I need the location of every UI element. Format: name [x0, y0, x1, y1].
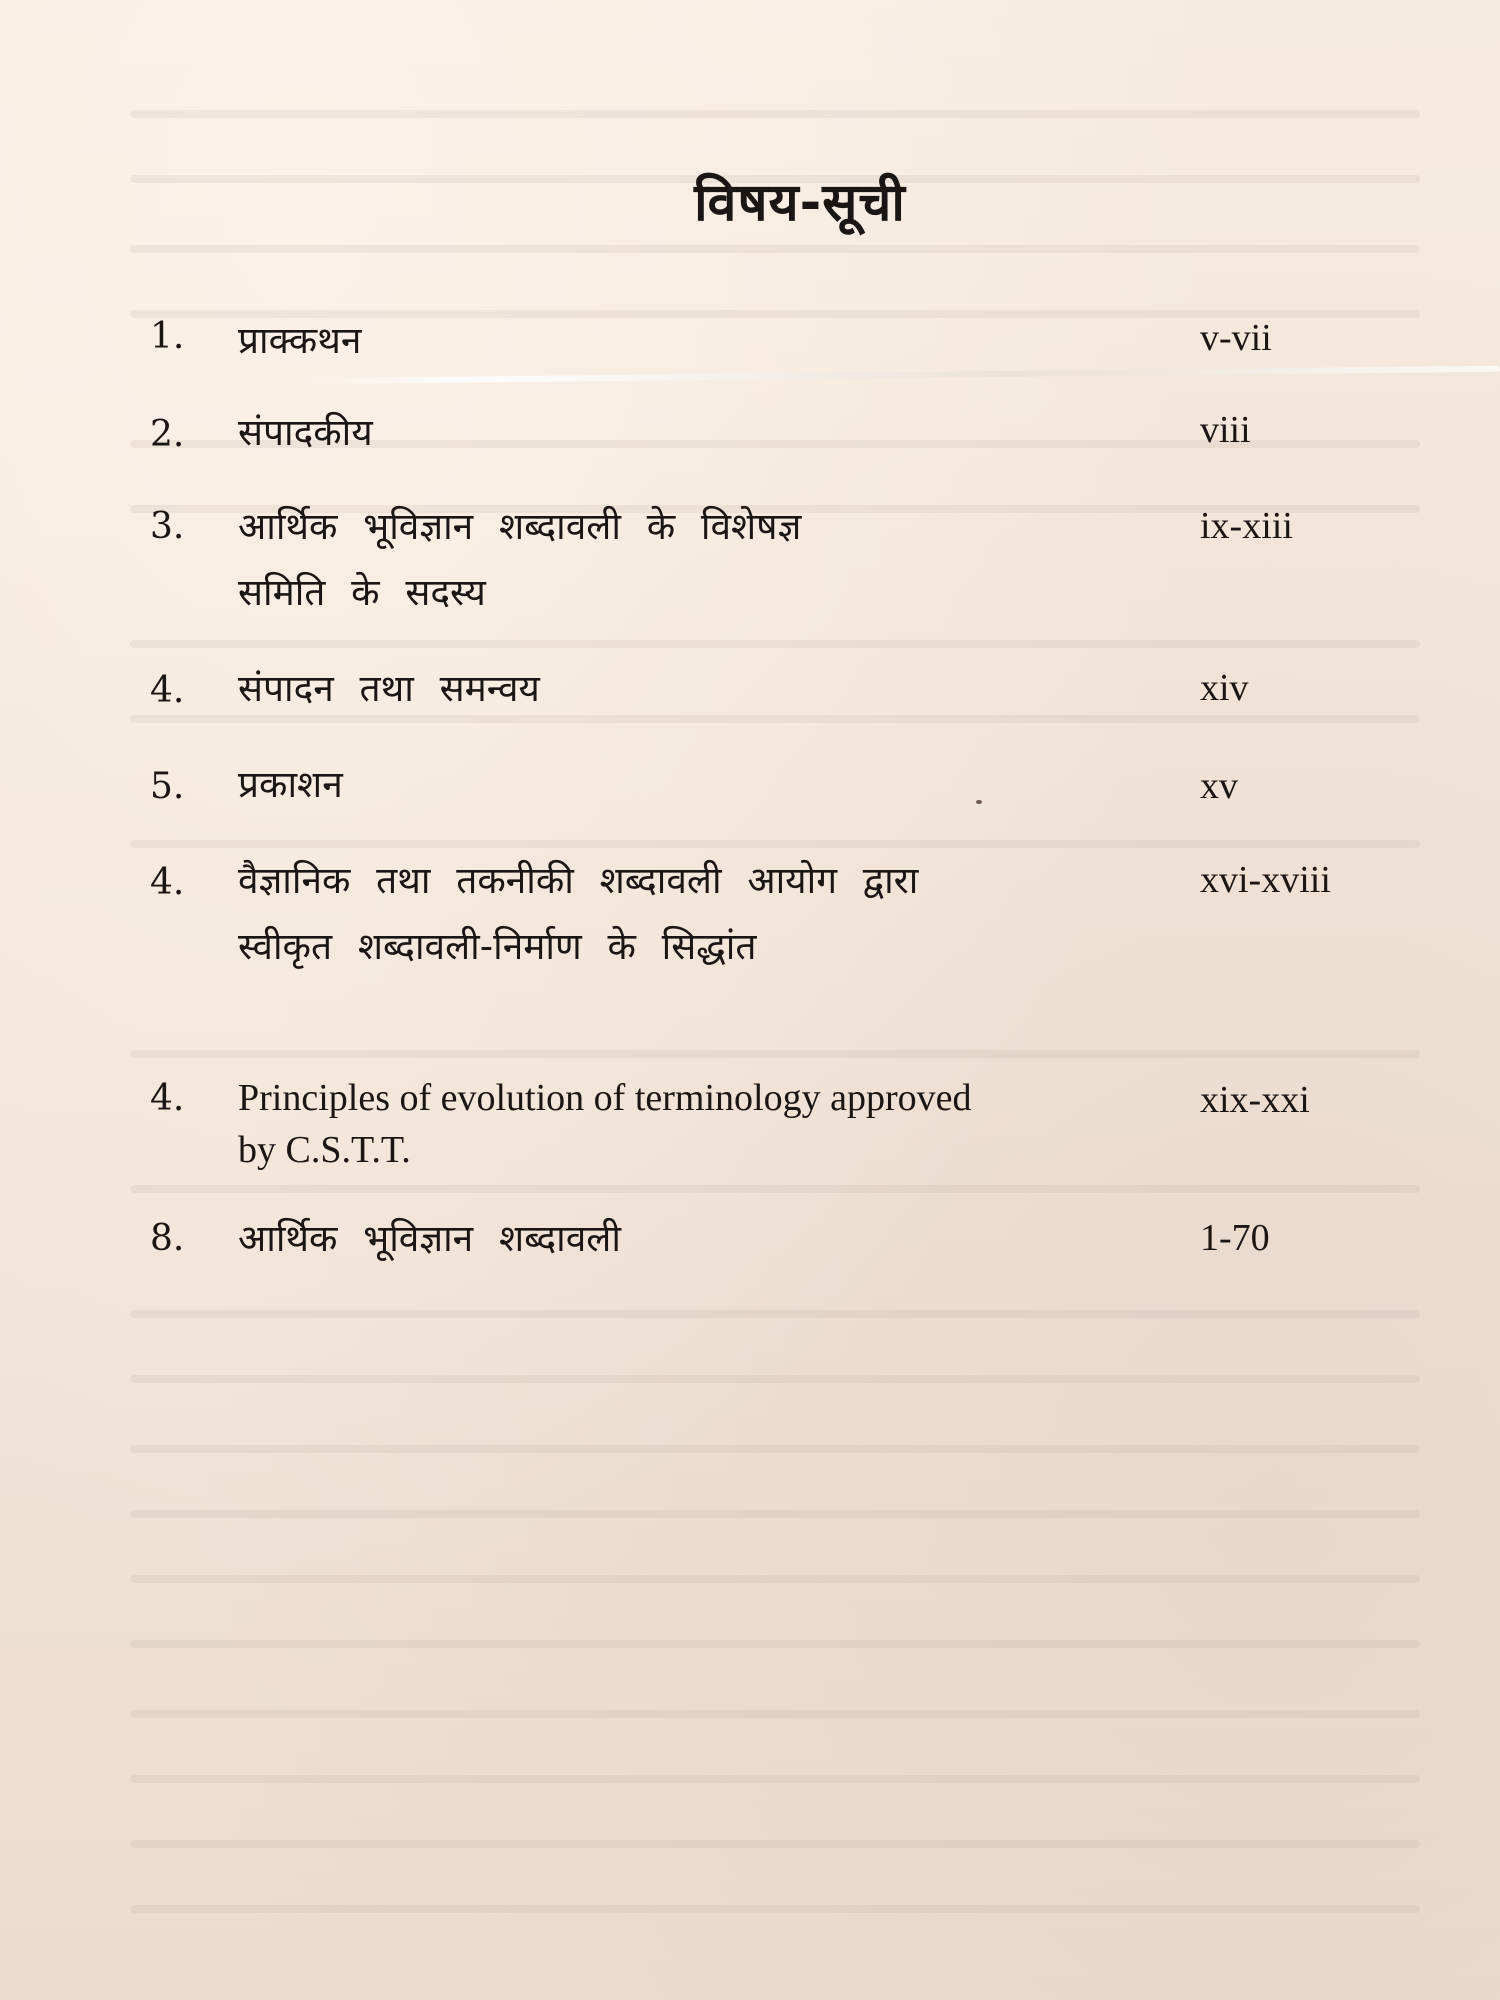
toc-entry-title: प्राक्कथन — [238, 319, 362, 362]
page-title: विषय-सूची — [694, 173, 906, 233]
toc-entry-pages: xvi-xviii — [1200, 859, 1331, 901]
toc-entry-number: 3. — [150, 506, 185, 547]
bleed-through-line — [130, 1050, 1420, 1058]
toc-entry-pages: ix-xiii — [1200, 505, 1293, 547]
bleed-through-line — [130, 1185, 1420, 1193]
toc-entry-title: संपादन तथा समन्वय — [238, 667, 540, 710]
toc-entry-title: आर्थिक भूविज्ञान शब्दावली — [238, 1217, 621, 1260]
toc-entry-title: प्रकाशन — [238, 763, 343, 806]
bleed-through-line — [130, 1445, 1420, 1453]
toc-entry-number: 2. — [150, 414, 185, 455]
bleed-through-line — [130, 840, 1420, 848]
bleed-through-line — [130, 1510, 1420, 1518]
bleed-through-line — [130, 640, 1420, 648]
toc-entry-title: Principles of evolution of terminology approved by C.S.T.T. — [238, 1077, 972, 1171]
toc-entry-pages: viii — [1200, 409, 1251, 451]
toc-entry-title: वैज्ञानिक तथा तकनीकी शब्दावली आयोग द्वारा स्वीकृत शब्दावली-निर्माण के सिद्धांत — [238, 859, 919, 968]
bleed-through-line — [130, 1775, 1420, 1783]
bleed-through-line — [130, 1840, 1420, 1848]
toc-entry-number: 5. — [150, 766, 185, 807]
bleed-through-line — [130, 1310, 1420, 1318]
toc-entry-number: 8. — [150, 1218, 185, 1259]
bleed-through-line — [130, 1575, 1420, 1583]
bleed-through-line — [130, 110, 1420, 118]
toc-entry-pages: 1-70 — [1200, 1217, 1270, 1259]
bleed-through-line — [130, 1905, 1420, 1913]
toc-entry-number: 1. — [150, 316, 185, 357]
toc-entry-pages: xv — [1200, 765, 1238, 807]
toc-entry-pages: xiv — [1200, 667, 1249, 709]
toc-entry-number: 4. — [150, 862, 185, 903]
toc-entry-pages: v-vii — [1200, 317, 1272, 359]
bleed-through-line — [130, 1375, 1420, 1383]
toc-entry-number: 4. — [150, 670, 185, 711]
bleed-through-line — [130, 1640, 1420, 1648]
bleed-through-line — [130, 1710, 1420, 1718]
bleed-through-line — [130, 245, 1420, 253]
toc-entry-title: संपादकीय — [238, 411, 373, 454]
toc-entry-number: 4. — [150, 1078, 185, 1119]
toc-entry-title: आर्थिक भूविज्ञान शब्दावली के विशेषज्ञ समिति के सदस्य — [238, 505, 802, 614]
toc-entry-pages: xix-xxi — [1200, 1079, 1310, 1121]
